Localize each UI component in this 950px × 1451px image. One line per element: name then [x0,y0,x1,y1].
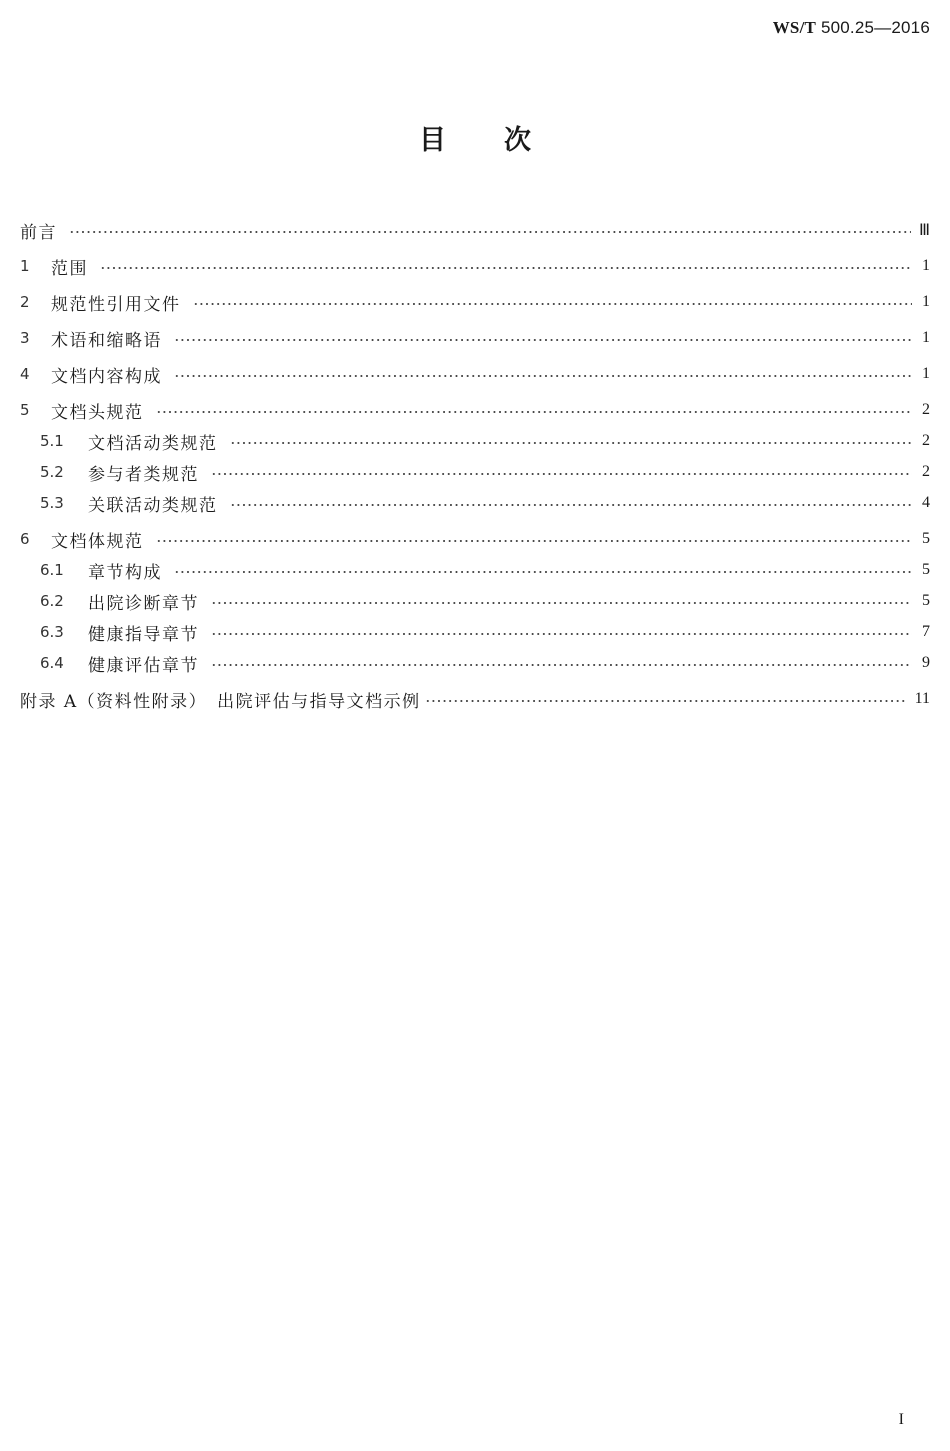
toc-entry-label: 前言 [20,222,57,243]
toc-entry-6-3[interactable] [40,617,930,647]
page-number: I [898,1411,904,1428]
toc-dot-leader [230,504,913,506]
toc-entry-5-3[interactable] [40,488,930,518]
toc-entry-label: 文档头规范 [51,402,144,423]
standard-code [773,18,930,38]
toc-dot-leader [211,602,912,604]
toc-entry-number: 1 [20,257,30,275]
toc-entry-4[interactable] [20,359,930,389]
toc-entry-foreword[interactable] [20,215,930,245]
standard-code-number: 500.25—2016 [816,18,930,37]
toc-entry-number: 5.1 [40,432,64,450]
toc-entry-number: 4 [20,365,30,383]
toc-entry-5-1[interactable] [40,426,930,456]
toc-entry-page: 1 [922,365,930,382]
toc-entry-6-1[interactable] [40,555,930,585]
toc-dot-leader [100,267,912,269]
toc-dot-leader [230,442,913,444]
toc-entry-page: Ⅲ [918,222,930,239]
toc-dot-leader [211,473,912,475]
toc-dot-leader [193,303,913,305]
toc-dot-leader [69,231,911,233]
toc-dot-leader [425,700,907,702]
toc-entry-number: 6.3 [40,623,64,641]
toc-entry-1[interactable] [20,251,930,281]
toc-entry-page: 5 [922,561,930,578]
toc-entry-2[interactable] [20,287,930,317]
toc-entry-6[interactable] [20,524,930,554]
toc-dot-leader [174,571,912,573]
toc-entry-number: 3 [20,329,30,347]
toc-entry-label: 文档体规范 [51,531,144,552]
toc-entry-number: 6.2 [40,592,64,610]
toc-dot-leader [156,540,913,542]
toc-entry-label: 健康评估章节 [88,655,199,676]
toc-entry-5[interactable] [20,395,930,425]
toc-entry-page: 5 [922,592,930,609]
toc-entry-label: 健康指导章节 [88,624,199,645]
toc-dot-leader [174,375,912,377]
toc-entry-3[interactable] [20,323,930,353]
toc-entry-number: 6 [20,530,30,548]
toc-entry-label: 文档内容构成 [51,366,162,387]
toc-entry-page: 2 [922,463,930,480]
toc-entry-number: 5.2 [40,463,64,481]
toc-entry-number: 6.1 [40,561,64,579]
toc-dot-leader [211,633,912,635]
toc-entry-label: 规范性引用文件 [51,294,181,315]
toc-entry-label: 术语和缩略语 [51,330,162,351]
toc-entry-page: 2 [922,401,930,418]
toc-entry-label: 参与者类规范 [88,464,199,485]
toc-entry-label: 关联活动类规范 [88,495,218,516]
toc-entry-label: 出院诊断章节 [88,593,199,614]
toc-entry-page: 1 [922,257,930,274]
toc-entry-5-2[interactable] [40,457,930,487]
toc-entry-label: 文档活动类规范 [88,433,218,454]
toc-dot-leader [156,411,913,413]
toc-entry-number: 2 [20,293,30,311]
toc-entry-page: 4 [922,494,930,511]
standard-code-prefix: WS/T [772,18,817,37]
toc-entry-6-2[interactable] [40,586,930,616]
toc-entry-page: 7 [922,623,930,640]
toc-entry-page: 1 [922,329,930,346]
toc-entry-page: 9 [922,654,930,671]
toc-entry-6-4[interactable] [40,648,930,678]
toc-entry-number: 5 [20,401,30,419]
toc-entry-label: 章节构成 [88,562,162,583]
toc-dot-leader [174,339,912,341]
toc-entry-page: 11 [914,690,930,707]
toc-entry-page: 2 [922,432,930,449]
toc-entry-appendix-a[interactable] [20,684,930,714]
toc-dot-leader [211,664,912,666]
toc-entry-number: 5.3 [40,494,64,512]
toc-entry-number: 6.4 [40,654,64,672]
toc-entry-page: 1 [922,293,930,310]
page-title: 目次 [419,125,589,156]
toc-entry-label: 附录 A（资料性附录） 出院评估与指导文档示例 [20,691,421,712]
toc-entry-label: 范围 [51,258,88,279]
toc-entry-page: 5 [922,530,930,547]
